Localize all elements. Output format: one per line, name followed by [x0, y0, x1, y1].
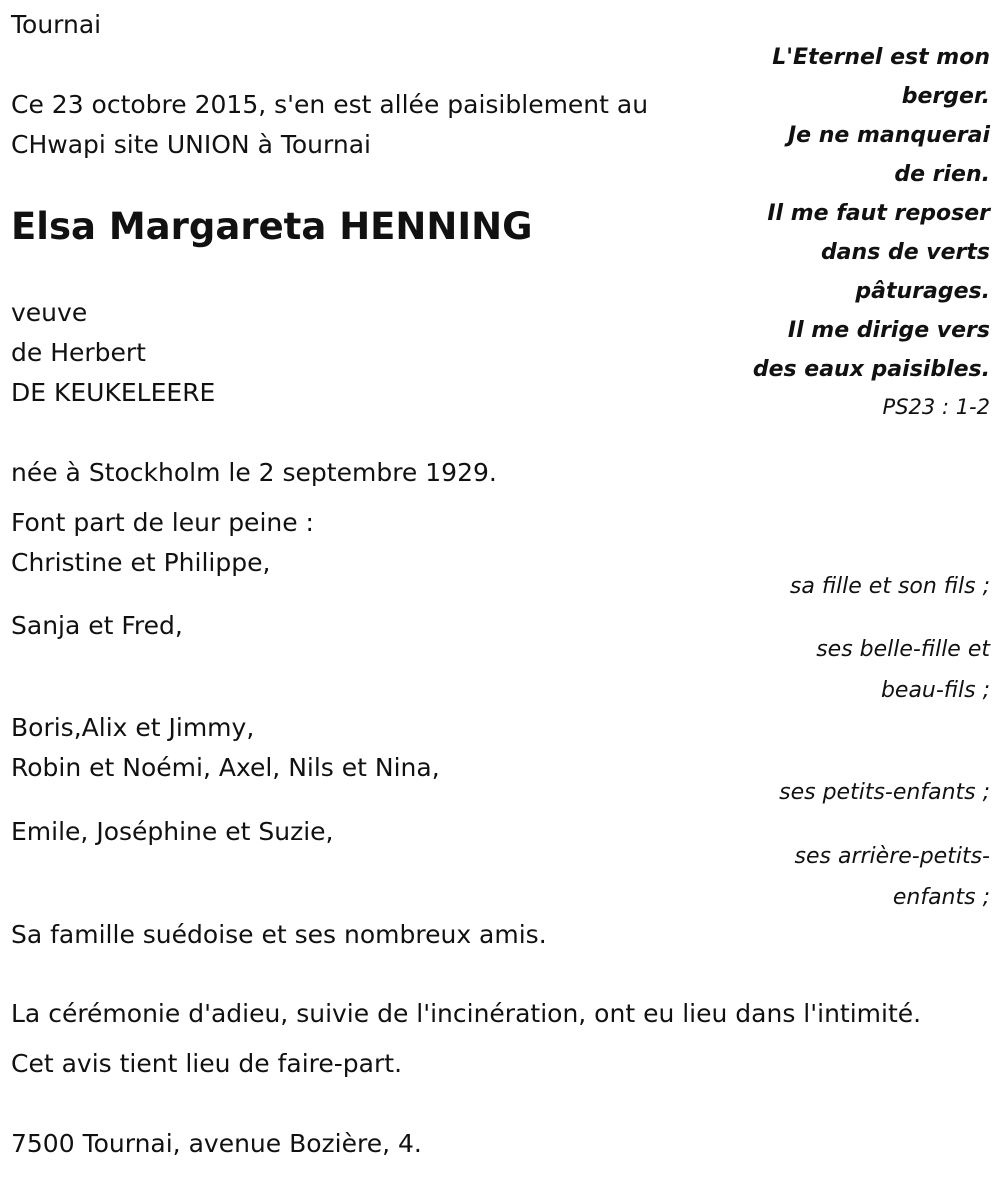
status-line-3: DE KEUKELEERE	[11, 378, 216, 407]
great-grandchildren-relation-line-2: enfants ;	[892, 885, 990, 910]
verse-line: Il me dirige vers	[787, 318, 990, 343]
in-laws-names: Sanja et Fred,	[11, 611, 183, 640]
mourners-intro: Font part de leur peine :	[11, 508, 314, 537]
in-laws-relation-line-1: ses belle-fille et	[816, 637, 990, 662]
status-line-2: de Herbert	[11, 338, 146, 367]
verse-line: dans de verts	[820, 240, 990, 265]
in-laws-relation	[816, 629, 990, 711]
status-line-1: veuve	[11, 298, 88, 327]
deceased-name: Elsa Margareta HENNING	[11, 205, 533, 248]
verse-line: Il me faut reposer	[767, 201, 990, 226]
grandchildren-line-1: Boris,Alix et Jimmy,	[11, 713, 255, 742]
grandchildren-line-2: Robin et Noémi, Axel, Nils et Nina,	[11, 753, 440, 782]
children-relation: sa fille et son fils ;	[789, 574, 990, 599]
in-laws-relation-line-2: beau-fils ;	[880, 678, 990, 703]
psalm-verse	[690, 38, 990, 389]
verse-line: L'Eternel est mon	[772, 45, 990, 70]
verse-line: Je ne manquerai	[787, 123, 990, 148]
other-mourners: Sa famille suédoise et ses nombreux amis.	[11, 920, 547, 949]
intro-line-2: CHwapi site UNION à Tournai	[11, 130, 371, 159]
verse-line: pâturages.	[855, 279, 990, 304]
verse-line: des eaux paisibles.	[752, 357, 990, 382]
header-place: Tournai	[11, 10, 102, 39]
verse-line: berger.	[901, 84, 990, 109]
great-grandchildren-relation	[795, 836, 990, 918]
children-names: Christine et Philippe,	[11, 548, 271, 577]
great-grandchildren-relation-line-1: ses arrière-petits-	[794, 844, 990, 869]
notice-info: Cet avis tient lieu de faire-part.	[11, 1049, 403, 1078]
grandchildren-relation: ses petits-enfants ;	[779, 780, 990, 805]
ceremony-info: La cérémonie d'adieu, suivie de l'incinération, ont eu lieu dans l'intimité.	[11, 999, 922, 1028]
intro-line-1: Ce 23 octobre 2015, s'en est allée paisiblement au	[11, 90, 649, 119]
verse-line: de rien.	[894, 162, 990, 187]
birth-info: née à Stockholm le 2 septembre 1929.	[11, 458, 497, 487]
great-grandchildren-names: Emile, Joséphine et Suzie,	[11, 817, 334, 846]
address: 7500 Tournai, avenue Bozière, 4.	[11, 1129, 422, 1158]
verse-reference: PS23 : 1-2	[882, 395, 990, 419]
